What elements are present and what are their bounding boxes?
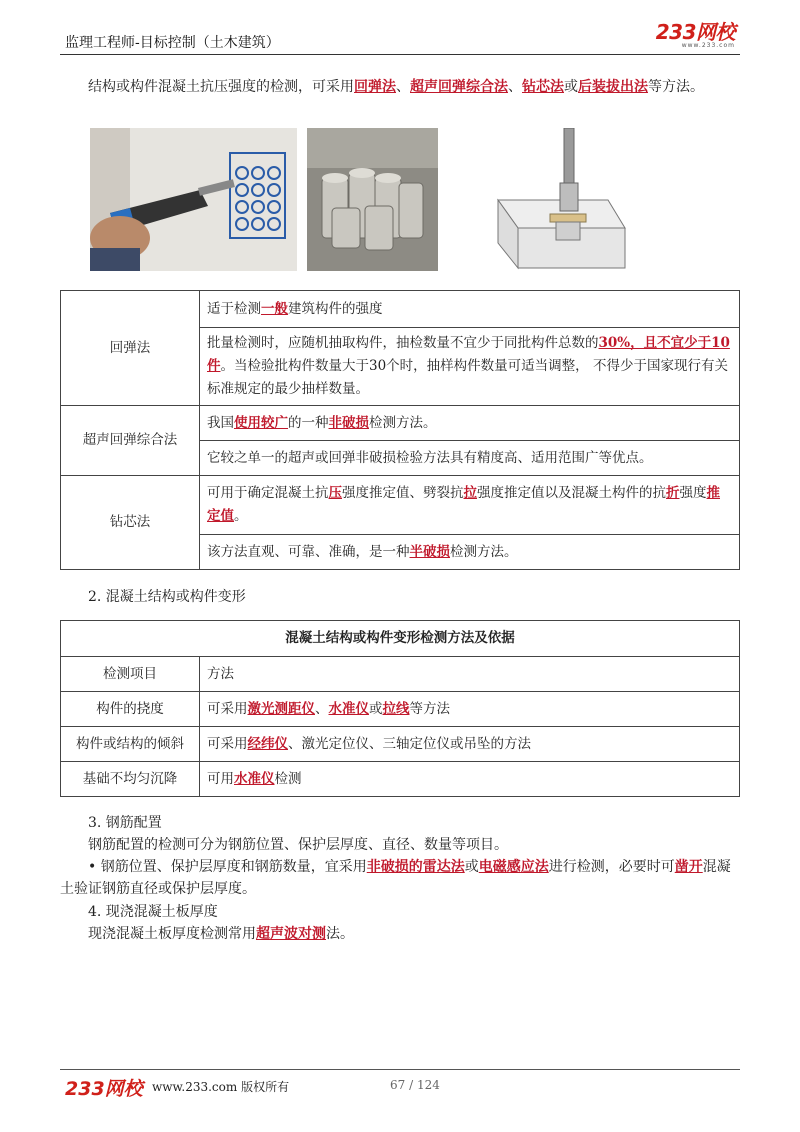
header-item: 检测项目: [61, 657, 200, 692]
cell-text: 适于检测: [207, 300, 261, 317]
rebound-row1: [200, 291, 740, 328]
strength-methods-table: [60, 290, 740, 570]
rebound-row2: [200, 328, 740, 406]
hl-chisel-open: 凿开: [674, 859, 703, 875]
cell-text: 强度推定值以及混凝土构件的抗: [477, 485, 666, 501]
hl-tension: 拉: [463, 485, 477, 501]
item-tilt: 构件或结构的倾斜: [61, 727, 200, 762]
core-samples-photo: [307, 128, 438, 271]
cell-text: 、激光定位仪、三轴定位仪或吊坠的方法: [288, 735, 531, 752]
table2-title: 混凝土结构或构件变形检测方法及依据: [61, 621, 740, 657]
method-deflection: [200, 692, 740, 727]
ultrasonic-row1: [200, 406, 740, 441]
method-settlement: [200, 762, 740, 797]
core-row1: [200, 476, 740, 535]
hl-ultrasonic: 超声回弹综合法: [410, 79, 508, 95]
hl-level: 水准仪: [234, 770, 275, 787]
method-core: 钻芯法: [61, 476, 200, 570]
bullet-text: 混凝土验证钢筋直径或保护层厚度。: [60, 859, 731, 897]
table-row: [61, 291, 740, 328]
table-row: [61, 727, 740, 762]
cell-text: 可用于确定混凝土抗: [207, 485, 329, 501]
section3-heading: 3. 钢筋配置: [88, 815, 162, 831]
sep: 、: [508, 79, 522, 95]
cell-text: 检测方法。: [450, 543, 518, 560]
hl-nondestructive: 非破损: [328, 414, 369, 431]
logo-url: www.233.com: [681, 42, 735, 49]
cell-text: 检测: [274, 770, 302, 787]
page-header: [60, 22, 740, 55]
pullout-diagram: [490, 128, 630, 271]
item-deflection: 构件的挠度: [61, 692, 200, 727]
method-ultrasonic: 超声回弹综合法: [61, 406, 200, 476]
hl-radar: 非破损的雷达法: [366, 859, 465, 875]
hl-rebound: 回弹法: [354, 79, 396, 95]
hl-general: 一般: [261, 300, 288, 317]
table-title-row: [61, 621, 740, 657]
cell-text: 强度推定值、劈裂抗: [342, 485, 464, 501]
bullet-text: • 钢筋位置、保护层厚度和钢筋数量，宜采用: [88, 859, 367, 875]
footer-logo: 233网校: [65, 1078, 143, 1100]
section3-line1: 钢筋配置的检测可分为钢筋位置、保护层厚度、直径、数量等项目。: [88, 837, 508, 853]
table-row: [61, 692, 740, 727]
sep: 或: [564, 79, 578, 95]
footer-site: www.233.com 版权所有: [152, 1080, 290, 1094]
cell-text: 批量检测时，应随机抽取构件，抽检数量不宜少于同批构件总数的: [207, 335, 599, 351]
page-number: 67 / 124: [390, 1078, 440, 1092]
line-text: 法。: [326, 926, 354, 942]
table-header-row: [61, 657, 740, 692]
intro-paragraph: [60, 76, 740, 98]
cell-text: 可采用: [207, 700, 248, 717]
cell-text: 的一种: [288, 414, 329, 431]
section2-heading: 2. 混凝土结构或构件变形: [88, 589, 246, 605]
hl-electromagnetic: 电磁感应法: [478, 859, 549, 875]
cell-text: 。: [234, 508, 248, 524]
cell-text: 建筑构件的强度: [288, 300, 383, 317]
bullet-text: 或: [464, 859, 479, 875]
core-row2: [200, 535, 740, 570]
header-method: 方法: [200, 657, 740, 692]
bullet-text: 进行检测，必要时可: [548, 859, 675, 875]
hl-stringline: 拉线: [382, 700, 410, 717]
section4-line: [88, 923, 354, 945]
section3-bullet: [60, 856, 740, 900]
hl-semi-destructive: 半破损: [409, 543, 450, 560]
deformation-table: [60, 620, 740, 797]
cell-text: 该方法直观、可靠、准确，是一种: [207, 543, 410, 560]
cell-text: 强度: [679, 485, 707, 501]
hl-pullout: 后装拔出法: [578, 79, 648, 95]
cell-text: 我国: [207, 414, 234, 431]
ultrasonic-row2: 它较之单一的超声或回弹非破损检验方法具有精度高、适用范围广等优点。: [200, 441, 740, 476]
cell-text: 或: [369, 700, 383, 717]
page-footer: [60, 1069, 740, 1100]
cell-text: 可采用: [207, 735, 248, 752]
intro-text: 结构或构件混凝土抗压强度的检测，可采用: [88, 79, 354, 95]
method-tilt: [200, 727, 740, 762]
header-title: 监理工程师-目标控制（土木建筑）: [65, 35, 280, 51]
hl-30pct: 30%，且不宜少于10件: [207, 335, 730, 374]
table-row: [61, 476, 740, 535]
hl-core: 钻芯法: [522, 79, 564, 95]
line-text: 现浇混凝土板厚度检测常用: [88, 926, 256, 942]
hl-theodolite: 经纬仪: [247, 735, 288, 752]
brand-logo: [656, 22, 735, 49]
intro-text-end: 等方法。: [648, 79, 704, 95]
rebound-hammer-photo: [90, 128, 297, 271]
hl-level: 水准仪: [328, 700, 369, 717]
cell-text: 、: [315, 700, 329, 717]
hl-estimated-value: 推定值: [207, 485, 720, 524]
cell-text: 等方法: [409, 700, 450, 717]
hl-flexure: 折: [666, 485, 680, 501]
item-settlement: 基础不均匀沉降: [61, 762, 200, 797]
method-rebound: 回弹法: [61, 291, 200, 406]
cell-text: 检测方法。: [369, 414, 437, 431]
sep: 、: [396, 79, 410, 95]
logo-text: 233网校: [655, 20, 735, 44]
hl-compression: 压: [328, 485, 342, 501]
table-row: [61, 406, 740, 441]
table-row: [61, 762, 740, 797]
hl-laser-rangefinder: 激光测距仪: [247, 700, 315, 717]
section4-heading: 4. 现浇混凝土板厚度: [88, 904, 218, 920]
cell-text: 可用: [207, 770, 234, 787]
cell-text: 。当检验批构件数量大于30个时，抽样构件数量可适当调整， 不得少于国家现行有关标准规定的最少抽样数量。: [207, 358, 728, 397]
hl-widely-used: 使用较广: [234, 414, 288, 431]
hl-ultrasonic-pulse: 超声波对测: [256, 926, 326, 942]
